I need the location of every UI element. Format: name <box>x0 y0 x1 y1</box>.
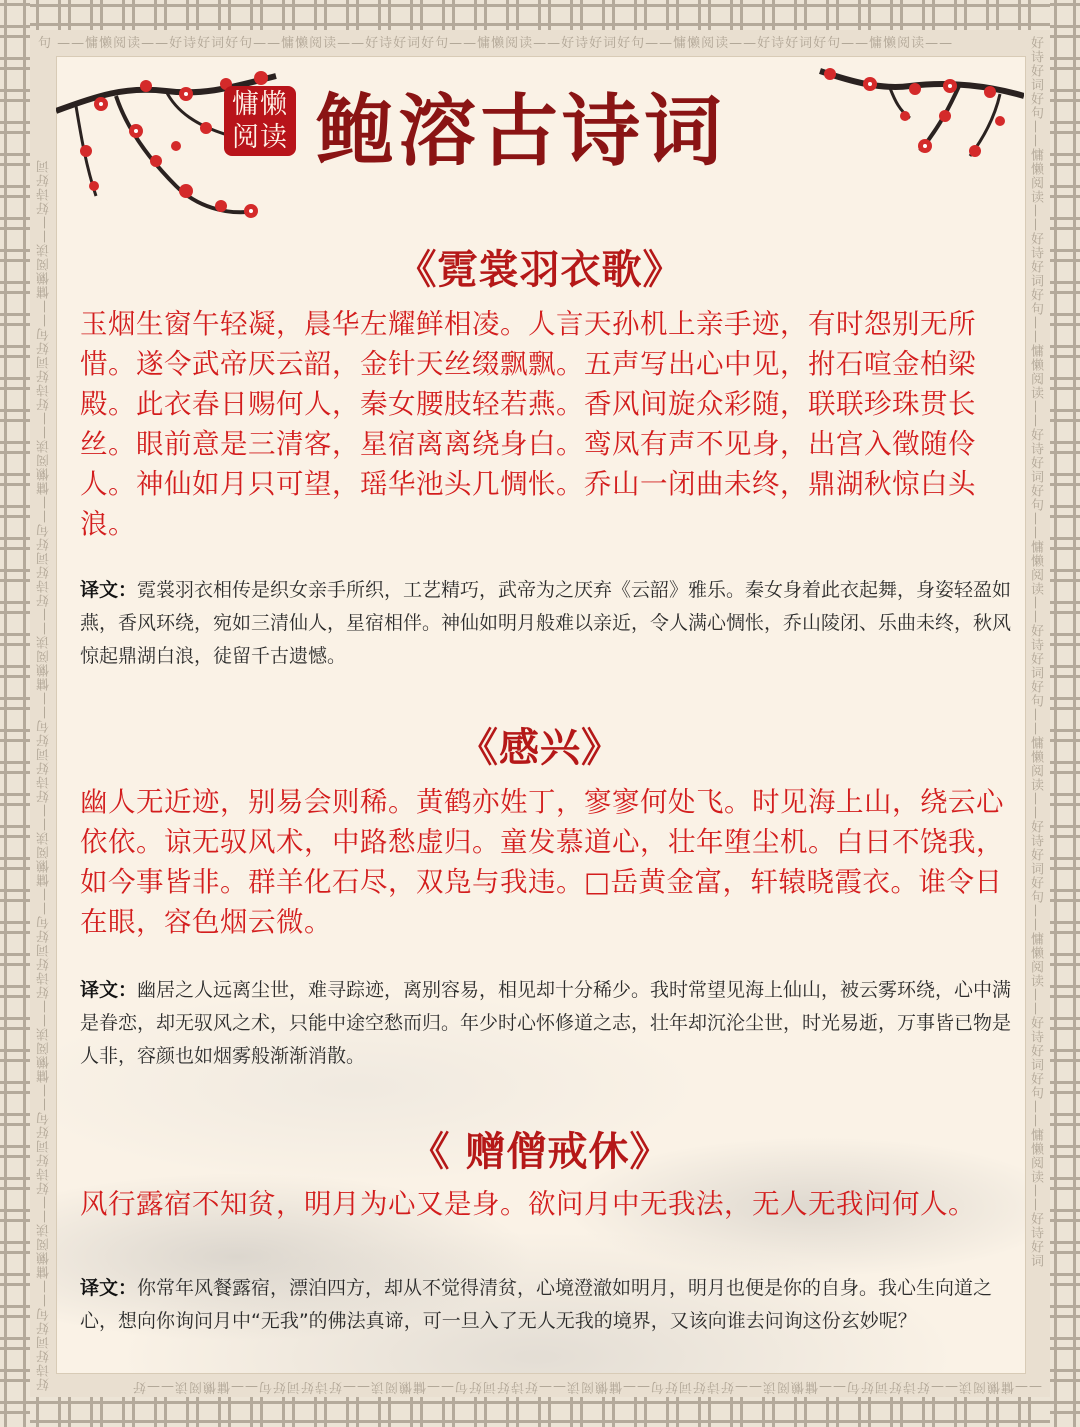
translation-label: 译文： <box>80 1277 138 1299</box>
poem-translation <box>80 574 1020 673</box>
translation-text: 霓裳羽衣相传是织女亲手所织，工艺精巧，武帝为之厌弃《云韶》雅乐。秦女身着此衣起舞，身姿轻盈如燕，香风环绕，宛如三清仙人，星宿相伴。神仙如明月般难以亲近，令人满心惆怅，乔山陵闭、乐曲未终，秋风惊起鼎湖白浪，徒留千古遗憾。 <box>80 579 1012 667</box>
bottom-fret-border <box>0 1397 1080 1427</box>
poem-title: 《霓裳羽衣歌》 <box>396 247 684 293</box>
poem-body: 幽人无近迹，别易会则稀。黄鹤亦姓丁，寥寥何处飞。时见海上山，绕云心依依。谅无驭风术，中路愁虚归。童发慕道心，壮年堕尘机。白日不饶我，如今事皆非。群羊化石尽，双凫与我违。□岳黄金富，轩辕晓霞衣。谁令日在眼，容色烟云微。 <box>80 786 1004 938</box>
left-fret-border <box>0 0 30 1427</box>
border-text-top: 句 ——慵懒阅读——好诗好词好句——慵懒阅读——好诗好词好句——慵懒阅读——好诗好词好句——慵懒阅读——好诗好词好句——慵懒阅读—— <box>38 36 954 51</box>
border-text-right: 好诗好词好句——慵懒阅读——好诗好词好句——慵懒阅读——好诗好词好句——慵懒阅读——好诗好词好句——慵懒阅读——好诗好词好句——慵懒阅读——好诗好词好句——慵懒阅读——好诗好词 <box>1028 36 1043 1268</box>
seal-text-line1: 慵懒 <box>232 89 288 120</box>
border-text-left: 好诗好词好句——慵懒阅读——好诗好词好句——慵懒阅读——好诗好词好句——慵懒阅读——好诗好词好句——慵懒阅读——好诗好词好句——慵懒阅读——好诗好词好句——慵懒阅读——好诗好词 <box>37 159 52 1391</box>
page-title: 鲍溶古诗词 <box>316 86 727 177</box>
poem-title: 《感兴》 <box>458 725 622 771</box>
poem-body: 风行露宿不知贫，明月为心又是身。欲问月中无我法，无人无我问何人。 <box>80 1188 976 1220</box>
translation-text: 幽居之人远离尘世，难寻踪迹，离别容易，相见却十分稀少。我时常望见海上仙山，被云雾环绕，心中满是眷恋，却无驭风之术，只能中途空愁而归。年少时心怀修道之志，壮年却沉沦尘世，时光易逝，万事皆已物是人非，容颜也如烟雾般渐渐消散。 <box>80 979 1012 1067</box>
translation-text: 你常年风餐露宿，漂泊四方，却从不觉得清贫，心境澄澈如明月，明月也便是你的自身。我心生向道之心，想向你询问月中“无我”的佛法真谛，可一旦入了无人无我的境界，又该向谁去问询这份玄妙呢？ <box>80 1277 993 1332</box>
poem-body: 玉烟生窗午轻凝，晨华左耀鲜相凌。人言天孙机上亲手迹，有时怨别无所惜。遂令武帝厌云韶，金针天丝缀飘飘。五声写出心中见，拊石喧金柏梁殿。此衣春日赐何人，秦女腰肢轻若燕。香风间旋众彩随，联联珍珠贯长丝。眼前意是三清客，星宿离离绕身白。鸾凤有声不见身，出宫入徵随伶人。神仙如月只可望，瑶华池头几惆怅。乔山一闭曲未终，鼎湖秋惊白头浪。 <box>80 308 976 540</box>
translation-label: 译文： <box>80 979 138 1001</box>
poem-translation <box>80 974 1020 1073</box>
border-text-bottom: ——慵懒阅读——好诗好词好句——慵懒阅读——好诗好词好句——慵懒阅读——好诗好词好句——慵懒阅读——好诗好词好句——慵懒阅读——好 <box>131 1379 1042 1394</box>
plum-blossom-right-decoration <box>800 56 1024 176</box>
translation-label: 译文： <box>80 579 138 601</box>
poem-translation <box>80 1272 1020 1338</box>
brand-seal-stamp <box>224 86 296 156</box>
seal-text-line2: 阅读 <box>232 122 288 153</box>
top-fret-border <box>0 0 1080 30</box>
right-fret-border <box>1050 0 1080 1427</box>
poem-title: 《 赠僧戒休》 <box>409 1129 671 1175</box>
